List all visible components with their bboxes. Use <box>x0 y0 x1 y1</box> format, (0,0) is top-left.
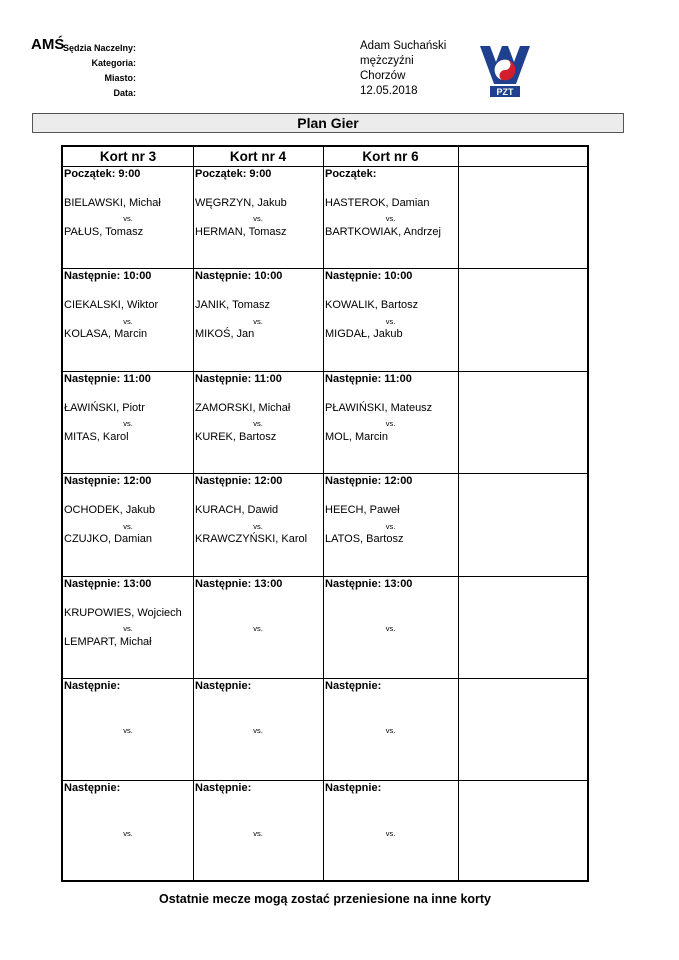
match-time: Następnie: <box>195 782 252 794</box>
vs-label: vs. <box>253 317 263 326</box>
row-divider <box>63 371 587 372</box>
player-name: WĘGRZYN, Jakub <box>195 197 287 209</box>
match-time: Następnie: 11:00 <box>64 373 151 385</box>
court-header: Kort nr 6 <box>362 149 419 164</box>
vs-label: vs. <box>385 317 396 326</box>
column-divider <box>458 147 459 880</box>
footer-note: Ostatnie mecze mogą zostać przeniesione na inne korty <box>158 892 492 906</box>
match-time: Następnie: 13:00 <box>195 578 283 590</box>
date-value: 12.05.2018 <box>360 85 418 97</box>
page-title: Plan Gier <box>297 115 359 131</box>
vs-label: vs. <box>123 317 133 326</box>
row-divider <box>63 268 587 269</box>
vs-label: vs. <box>123 214 133 223</box>
player-name: CIEKALSKI, Wiktor <box>64 299 159 311</box>
match-time: Następnie: 12:00 <box>195 475 283 487</box>
player-name: MIKOŚ, Jan <box>195 328 255 340</box>
schedule-grid <box>61 145 589 882</box>
player-name: MIGDAŁ, Jakub <box>325 328 403 340</box>
match-time: Następnie: 12:00 <box>64 475 152 487</box>
column-divider <box>323 147 324 880</box>
match-time: Następnie: <box>325 782 382 794</box>
player-name: ZAMORSKI, Michał <box>195 402 291 414</box>
player-name: BIELAWSKI, Michał <box>64 197 161 209</box>
court-header <box>458 147 589 167</box>
match-time: Następnie: <box>195 680 252 692</box>
title-bar <box>32 113 624 133</box>
vs-label: vs. <box>385 624 396 633</box>
match-time: Następnie: 10:00 <box>64 270 152 282</box>
player-name: KOWALIK, Bartosz <box>325 299 419 311</box>
player-name: KOLASA, Marcin <box>64 328 148 340</box>
logo-text: PZT <box>496 87 514 97</box>
player-name: OCHODEK, Jakub <box>64 504 156 516</box>
pzt-logo <box>476 44 534 98</box>
player-name: BARTKOWIAK, Andrzej <box>325 226 441 238</box>
player-name: LATOS, Bartosz <box>325 533 404 545</box>
match-time: Następnie: 10:00 <box>325 270 413 282</box>
player-name: HEECH, Paweł <box>325 504 400 516</box>
row-divider <box>63 166 587 167</box>
match-time: Następnie: 10:00 <box>195 270 283 282</box>
player-name: KURACH, Dawid <box>195 504 279 516</box>
player-name: HERMAN, Tomasz <box>195 226 287 238</box>
player-name: PAŁUS, Tomasz <box>64 226 144 238</box>
category-label: Kategoria: <box>91 58 136 68</box>
date-label: Data: <box>113 88 136 98</box>
player-name: MOL, Marcin <box>325 431 388 443</box>
match-time: Początek: <box>325 168 377 180</box>
player-name: JANIK, Tomasz <box>195 299 270 311</box>
vs-label: vs. <box>385 419 396 428</box>
category-value: mężczyźni <box>360 55 414 67</box>
column-divider <box>193 147 194 880</box>
match-time: Następnie: 12:00 <box>325 475 413 487</box>
player-name: KRAWCZYŃSKI, Karol <box>195 533 308 545</box>
vs-label: vs. <box>253 522 263 531</box>
player-name: MITAS, Karol <box>64 431 129 443</box>
player-name: PŁAWIŃSKI, Mateusz <box>325 402 433 414</box>
match-time: Następnie: 11:00 <box>325 373 412 385</box>
judge-label: Sędzia Naczelny: <box>62 43 136 53</box>
vs-label: vs. <box>123 522 133 531</box>
match-time: Następnie: <box>64 680 121 692</box>
vs-label: vs. <box>385 522 396 531</box>
row-divider <box>63 576 587 577</box>
match-time: Początek: 9:00 <box>64 168 141 180</box>
row-divider <box>63 678 587 679</box>
row-divider <box>63 473 587 474</box>
row-divider <box>63 780 587 781</box>
vs-label: vs. <box>385 726 396 735</box>
vs-label: vs. <box>123 726 133 735</box>
match-time: Następnie: 11:00 <box>195 373 282 385</box>
player-name: LEMPART, Michał <box>64 636 152 648</box>
match-time: Następnie: 13:00 <box>64 578 152 590</box>
vs-label: vs. <box>385 829 396 838</box>
org-abbreviation: AMŚ <box>31 36 65 53</box>
city-label: Miasto: <box>104 73 136 83</box>
judge-value: Adam Suchański <box>360 40 447 52</box>
match-time: Początek: 9:00 <box>195 168 272 180</box>
player-name: HASTEROK, Damian <box>325 197 430 209</box>
vs-label: vs. <box>253 829 263 838</box>
vs-label: vs. <box>385 214 396 223</box>
player-name: KUREK, Bartosz <box>195 431 277 443</box>
match-time: Następnie: <box>325 680 382 692</box>
player-name: ŁAWIŃSKI, Piotr <box>64 402 145 414</box>
vs-label: vs. <box>123 624 133 633</box>
court-header: Kort nr 4 <box>229 149 287 164</box>
city-value: Chorzów <box>360 70 406 82</box>
match-time: Następnie: 13:00 <box>325 578 413 590</box>
vs-label: vs. <box>123 419 133 428</box>
player-name: CZUJKO, Damian <box>64 533 153 545</box>
vs-label: vs. <box>253 214 263 223</box>
vs-label: vs. <box>123 829 133 838</box>
vs-label: vs. <box>253 726 263 735</box>
vs-label: vs. <box>253 624 263 633</box>
player-name: KRUPOWIES, Wojciech <box>64 607 182 619</box>
vs-label: vs. <box>253 419 263 428</box>
court-header: Kort nr 3 <box>99 149 157 164</box>
match-time: Następnie: <box>64 782 121 794</box>
